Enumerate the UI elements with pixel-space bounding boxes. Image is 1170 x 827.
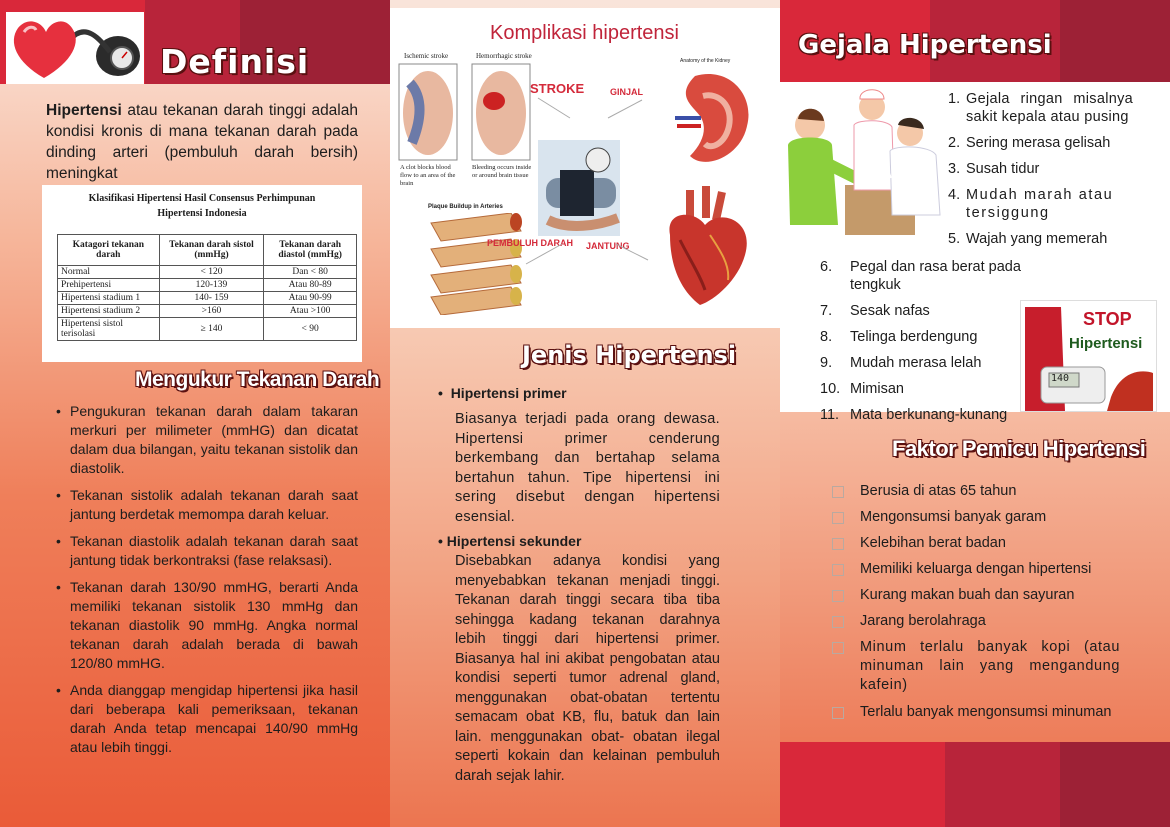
table-row [58, 266, 357, 279]
gejala-title: Gejala Hipertensi [798, 30, 1052, 60]
list-item [56, 532, 358, 570]
sekunder-heading [438, 533, 581, 549]
bullet-icon: • [56, 682, 61, 698]
panel-definisi [0, 0, 390, 827]
measure-title: Mengukur Tekanan Darah [135, 368, 380, 391]
list-item-text: Terlalu banyak mengonsumsi minuman [860, 704, 1112, 720]
list-item [820, 258, 1060, 294]
primer-heading [438, 385, 567, 401]
faktor-list [832, 482, 1120, 729]
komplikasi-title: Komplikasi hipertensi [490, 22, 679, 44]
bleeding-caption: Bleeding occurs inside or around brain tissue [472, 164, 532, 179]
list-item [832, 534, 1120, 552]
bullet-icon: • [56, 487, 61, 503]
table-header: Tekanan darah sistol (mmHg) [159, 235, 264, 266]
table-cell: 140- 159 [159, 292, 264, 305]
checkbox-icon [832, 616, 844, 628]
list-item-text: Mudah merasa lelah [850, 355, 982, 371]
stop-hipertensi-image [1020, 300, 1157, 412]
classification-table-box [42, 185, 362, 362]
intro-text: atau tekanan darah tinggi adalah kondisi kronis di mana tekanan darah pada dinding arteri (pembuluh darah bersih) meningkat [46, 102, 358, 182]
list-item-text: Sering merasa gelisah [966, 135, 1111, 151]
checkbox-icon [832, 707, 844, 719]
stop-line2: Hipertensi [1069, 335, 1143, 352]
list-item [948, 160, 1133, 178]
measure-list [56, 402, 358, 765]
intro-term: Hipertensi [46, 102, 122, 119]
list-num: 4. [948, 187, 961, 203]
table-cell: Normal [58, 266, 160, 279]
list-item-text: Wajah yang memerah [966, 231, 1108, 247]
list-item-text: Mimisan [850, 381, 904, 397]
heart-blood-pressure-icon [6, 12, 144, 84]
table-header: Tekanan darah diastol (mmHg) [264, 235, 357, 266]
table-header: Katagori tekanan darah [58, 235, 160, 266]
table-cell: >160 [159, 305, 264, 318]
list-item [832, 560, 1120, 578]
hemorrhagic-label: Hemorrhagic stroke [476, 52, 532, 60]
table-cell: < 90 [264, 318, 357, 341]
table-cell: Atau 90-99 [264, 292, 357, 305]
ginjal-label: GINJAL [610, 87, 644, 97]
table-cell: ≥ 140 [159, 318, 264, 341]
list-num: 1. [948, 91, 961, 107]
list-num: 6. [820, 259, 833, 275]
list-item [56, 578, 358, 673]
table-row [58, 279, 357, 292]
list-item-text: Mengonsumsi banyak garam [860, 509, 1047, 525]
stop-line1: STOP [1083, 309, 1132, 329]
checkbox-icon [832, 564, 844, 576]
list-num: 9. [820, 355, 833, 371]
list-item-text: Sesak nafas [850, 303, 930, 319]
list-num: 3. [948, 161, 961, 177]
list-item-text: Telinga berdengung [850, 329, 978, 345]
list-item-text: Pegal dan rasa berat pada tengkuk [850, 259, 1021, 293]
bullet-icon: • [56, 533, 61, 549]
kidney-caption: Anatomy of the Kidney [680, 58, 731, 64]
table-cell: Atau 80-89 [264, 279, 357, 292]
bullet-icon: • [56, 403, 61, 419]
panel-komplikasi [390, 0, 780, 827]
checkbox-icon [832, 486, 844, 498]
checkbox-icon [832, 538, 844, 550]
list-item [832, 586, 1120, 604]
connector-arrows [390, 8, 780, 328]
doctor-patient-illustration [780, 85, 945, 245]
komplikasi-figure [390, 8, 780, 328]
list-item-text: Mudah marah atau tersiggung [966, 187, 1114, 221]
list-item [56, 681, 358, 757]
list-item [832, 482, 1120, 500]
list-item-text: Memiliki keluarga dengan hipertensi [860, 561, 1092, 577]
list-item-text: Minum terlalu banyak kopi (atau minuman lain yang mengandung kafein) [860, 639, 1120, 693]
list-num: 10. [820, 381, 841, 397]
panel-gejala [780, 0, 1170, 827]
sekunder-title: Hipertensi sekunder [446, 533, 582, 549]
bullet-icon: • [438, 385, 443, 401]
list-num: 2. [948, 135, 961, 151]
jantung-label: JANTUNG [586, 241, 630, 251]
plaque-label: Plaque Buildup in Arteries [428, 204, 503, 210]
jenis-title: Jenis Hipertensi [522, 341, 737, 369]
faktor-title: Faktor Pemicu Hipertensi [892, 436, 1146, 461]
table-cell: Hipertensi stadium 1 [58, 292, 160, 305]
list-item [56, 402, 358, 478]
table-cell: Prehipertensi [58, 279, 160, 292]
list-item-text: Pengukuran tekanan darah dalam takaran merkuri per milimeter (mmHG) dan dicatat dalam dua bilangan, yaitu tekanan sistolik dan diastolik. [70, 403, 358, 476]
classification-table [57, 234, 357, 341]
checkbox-icon [832, 512, 844, 524]
clot-caption: A clot blocks blood flow to an area of the brain [400, 164, 456, 187]
checkbox-icon [832, 642, 844, 654]
list-item [948, 90, 1133, 126]
list-item-text: Berusia di atas 65 tahun [860, 483, 1017, 499]
list-item [948, 230, 1133, 248]
table-cell: 120-139 [159, 279, 264, 292]
list-item-text: Kelebihan berat badan [860, 535, 1006, 551]
definisi-title: Definisi [160, 42, 310, 81]
table-cell: < 120 [159, 266, 264, 279]
list-item [948, 186, 1133, 222]
list-item-text: Mata berkunang-kunang [850, 407, 1008, 423]
primer-title: Hipertensi primer [450, 385, 567, 401]
bullet-icon: • [438, 533, 443, 549]
sekunder-text: Disebabkan adanya kondisi yang menyebabkan tekanan menjadi tinggi. Tekanan darah tinggi secara tiba tiba sehingga kadang tekanan darahnya lebih tinggi dari hipertensi primer. Biasanya hal ini akibat pengobatan atau kondisi seperti tumor adrenal gland, menggunakan obat-obatan tertentu semacam obat KB, flu, batuk dan lain lain. menggunakan obat- obatan ilegal seperti kokain dan kelainan pembuluh darah sejak lahir. [455, 553, 720, 784]
table-row [58, 305, 357, 318]
definisi-text [46, 100, 358, 184]
list-item [948, 134, 1133, 152]
table-row [58, 318, 357, 341]
table-cell: Dan < 80 [264, 266, 357, 279]
pembuluh-label: PEMBULUH DARAH [487, 238, 573, 248]
checkbox-icon [832, 590, 844, 602]
list-item-text: Jarang berolahraga [860, 613, 986, 629]
list-item-text: Gejala ringan misalnya sakit kepala atau pusing [966, 91, 1133, 125]
list-item-text: Tekanan darah 130/90 mmHG, berarti Anda memiliki tekanan sistolik 130 mmHg dan tekanan diastolik 90 mmHg. Angka normal tekanan darah adalah berada di bawah 120/80 mmHG. [70, 579, 358, 671]
table-cell: Atau >100 [264, 305, 357, 318]
list-item-text: Kurang makan buah dan sayuran [860, 587, 1075, 603]
list-item [56, 486, 358, 524]
table-cell: Hipertensi stadium 2 [58, 305, 160, 318]
list-item-text: Tekanan sistolik adalah tekanan darah saat jantung berdetak memompa darah keluar. [70, 487, 358, 522]
list-num: 7. [820, 303, 833, 319]
stroke-label: STROKE [530, 81, 585, 96]
table-cell: Hipertensi sistol terisolasi [58, 318, 160, 341]
bullet-icon: • [56, 579, 61, 595]
table-row [58, 292, 357, 305]
bp-monitor-icon [1021, 301, 1156, 411]
list-item [832, 703, 1120, 721]
list-num: 5. [948, 231, 961, 247]
list-item [832, 508, 1120, 526]
list-num: 8. [820, 329, 833, 345]
gejala-list-top [948, 90, 1133, 256]
bottom-color-band [780, 742, 1170, 827]
list-item-text: Tekanan diastolik adalah tekanan darah saat jantung tidak berkontraksi (fase relaksasi). [70, 533, 358, 568]
table-header-row [58, 235, 357, 266]
list-item [832, 638, 1120, 695]
table-title: Klasifikasi Hipertensi Hasil Consensus Perhimpunan Hipertensi Indonesia [88, 193, 316, 219]
list-item [832, 612, 1120, 630]
monitor-reading: 140 [1051, 373, 1070, 384]
list-num: 11. [820, 407, 840, 423]
primer-text: Biasanya terjadi pada orang dewasa. Hipertensi primer cenderung berkembang dan bertahap selama bertahun tahun. Tipe hipertensi ini sering disebut dengan hipertensi esensial. [455, 411, 720, 525]
ischemic-label: Ischemic stroke [404, 52, 449, 60]
list-item-text: Susah tidur [966, 161, 1040, 177]
list-item-text: Anda dianggap mengidap hipertensi jika hasil dari beberapa kali pemeriksaan, tekanan darah Anda tetap mencapai 140/90 mmHg atau lebih tinggi. [70, 682, 358, 755]
